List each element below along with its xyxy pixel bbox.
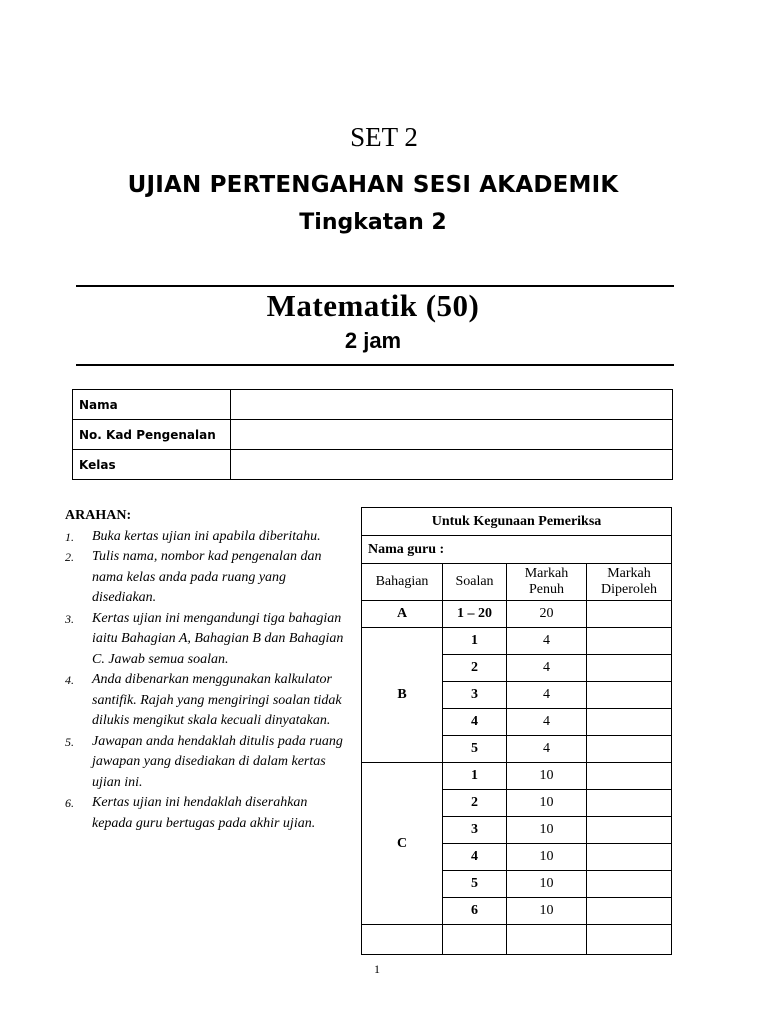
marks-obtained-cell[interactable] [587,601,672,628]
full-marks-cell: 4 [507,736,587,763]
instruction-item [65,732,350,794]
question-cell: 4 [443,709,507,736]
table-row [362,536,672,564]
instruction-text: Buka kertas ujian ini apabila diberitahu. [92,528,321,544]
table-row [73,450,673,480]
full-marks-cell: 10 [507,817,587,844]
full-marks-cell: 4 [507,709,587,736]
instruction-number: 1. [65,529,74,544]
marks-obtained-cell[interactable] [587,817,672,844]
column-header-marks-obtained: Markah Diperoleh [587,564,672,601]
marks-obtained-cell[interactable] [587,628,672,655]
marks-obtained-cell[interactable] [587,682,672,709]
full-marks-cell: 10 [507,871,587,898]
marks-obtained-cell[interactable] [587,736,672,763]
question-cell: 3 [443,817,507,844]
instruction-text: Jawapan anda hendaklah ditulis pada ruang jawapan yang disediakan di dalam kertas ujian ini. [92,733,343,790]
full-marks-cell: 10 [507,844,587,871]
column-header-full-marks: Markah Penuh [507,564,587,601]
instruction-item [65,527,350,548]
total-cell [443,925,507,955]
full-marks-cell: 4 [507,655,587,682]
teacher-name-label[interactable]: Nama guru : [362,536,672,564]
ic-label: No. Kad Pengenalan [73,420,231,450]
instruction-number: 4. [65,673,74,687]
section-c-label: C [362,763,443,925]
examiner-marks-table [361,507,672,955]
marks-obtained-cell[interactable] [587,655,672,682]
question-cell: 6 [443,898,507,925]
section-a-label: A [362,601,443,628]
full-marks-cell: 10 [507,898,587,925]
class-field[interactable] [231,450,673,480]
class-label: Kelas [73,450,231,480]
marks-obtained-cell[interactable] [587,871,672,898]
instruction-text: Tulis nama, nombor kad pengenalan dan nama kelas anda pada ruang yang disediakan. [92,549,322,605]
marks-obtained-cell[interactable] [587,790,672,817]
question-cell: 3 [443,682,507,709]
instructions [65,506,350,834]
set-label: SET 2 [350,122,418,152]
full-marks-cell: 10 [507,763,587,790]
instruction-number: 2. [65,550,74,564]
full-marks-cell: 4 [507,682,587,709]
exam-title: UJIAN PERTENGAHAN SESI AKADEMIK [127,172,619,198]
name-field[interactable] [231,390,673,420]
table-row [73,420,673,450]
examiner-title: Untuk Kegunaan Pemeriksa [362,508,672,536]
marks-obtained-cell[interactable] [587,709,672,736]
question-cell: 1 [443,763,507,790]
subject-title: Matematik (50) [266,288,480,323]
question-cell: 2 [443,790,507,817]
question-cell: 2 [443,655,507,682]
table-row [362,601,672,628]
question-cell: 5 [443,871,507,898]
instruction-item [65,670,350,732]
instruction-item [65,793,350,834]
instruction-number: 5. [65,734,74,749]
total-marks-obtained-cell[interactable] [587,925,672,955]
top-divider [76,285,674,287]
total-cell [507,925,587,955]
section-b-label: B [362,628,443,763]
question-cell: 5 [443,736,507,763]
instruction-number: 3. [65,611,74,626]
total-row [362,925,672,955]
form-level: Tingkatan 2 [299,210,447,235]
instructions-title: ARAHAN: [65,508,132,523]
instruction-number: 6. [65,796,74,810]
full-marks-cell: 20 [507,601,587,628]
duration: 2 jam [344,328,402,353]
marks-obtained-cell[interactable] [587,844,672,871]
question-cell: 4 [443,844,507,871]
column-header-question: Soalan [443,564,507,601]
total-cell [362,925,443,955]
question-cell: 1 [443,628,507,655]
full-marks-cell: 4 [507,628,587,655]
bottom-divider [76,364,674,366]
marks-obtained-cell[interactable] [587,763,672,790]
instruction-text: Anda dibenarkan menggunakan kalkulator santifik. Rajah yang mengiringi soalan tidak dilukis mengikut skala kecuali dinyatakan. [92,672,342,728]
page-number: 1 [374,962,380,976]
ic-field[interactable] [231,420,673,450]
instruction-item [65,547,350,609]
marks-obtained-cell[interactable] [587,898,672,925]
full-marks-cell: 10 [507,790,587,817]
table-row [362,763,672,790]
table-row [73,390,673,420]
student-info-table [72,389,673,480]
instruction-item [65,609,350,671]
table-row [362,564,672,601]
instruction-text: Kertas ujian ini mengandungi tiga bahagian iaitu Bahagian A, Bahagian B dan Bahagian C. Jawab semua soalan. [92,610,344,667]
table-row [362,508,672,536]
instruction-text: Kertas ujian ini hendaklah diserahkan kepada guru bertugas pada akhir ujian. [92,795,316,831]
column-header-section: Bahagian [362,564,443,601]
name-label: Nama [73,390,231,420]
question-cell: 1 – 20 [443,601,507,628]
table-row [362,628,672,655]
